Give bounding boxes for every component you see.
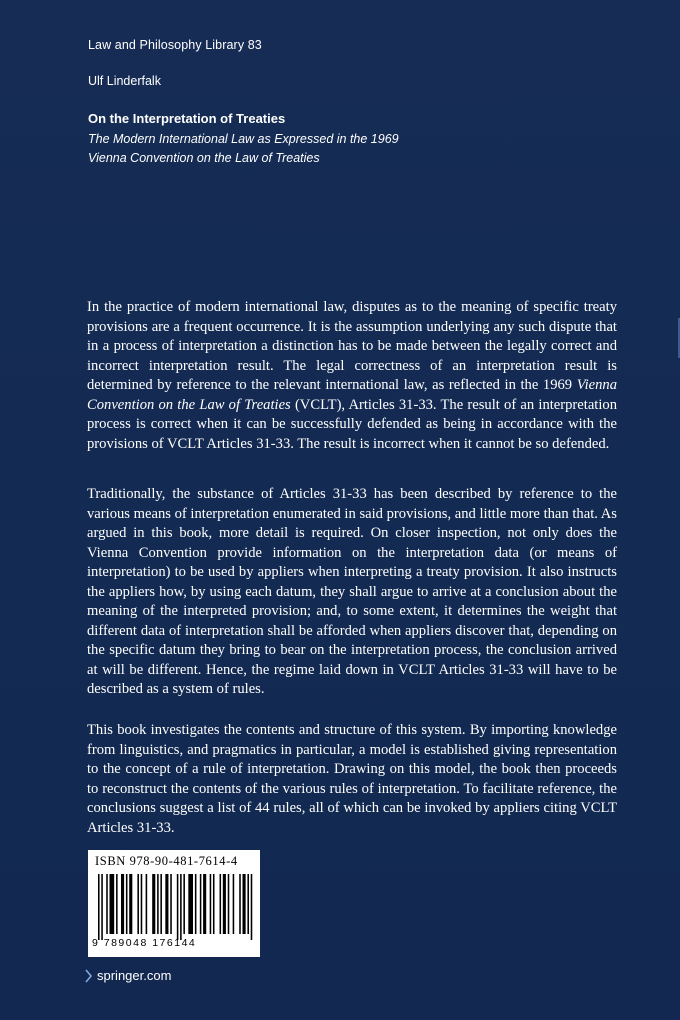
book-title: On the Interpretation of Treaties [88,111,286,126]
blurb-p1-italic: Vienna Convention on the Law of Treaties [87,377,617,413]
barcode-box [88,850,260,957]
blurb-paragraph-2: Traditionally, the substance of Articles 31-33 has been described by reference to the various means of interpretation enumerated in said provisions, and little more than that. As argued in this book, more detail is required. On closer inspection, not only does the Vienna Convention provide information on the interpretation data (or means of interpretation) to be used by appliers when interpreting a treaty provision. It also instructs the appliers how, by using each datum, they shall argue to arrive at a conclusion about the meaning of the interpreted provision; and, to some extent, it determines the weight that different data of interpretation shall be afforded when appliers discover that, depending on the specific datum they bring to bear on the interpretation process, the conclusion arrived at will be different. Hence, the regime laid down in VCLT Articles 31-33 will have to be described as a system of rules. [87,486,617,697]
barcode-digits: 9 789048 176144 [92,937,197,949]
chevron-right-icon [84,969,93,983]
blurb-p1-end: (VCLT), Articles 31-33. The result of an interpretation process is correct when it can be successfully defended as being in accordance with the provisions of VCLT Articles 31-33. The result is incorrect when it cannot be so defended. [87,396,618,452]
series-name: Law and Philosophy Library 83 [88,38,262,52]
publisher-url[interactable]: springer.com [97,968,172,983]
author-name: Ulf Linderfalk [88,74,161,88]
subtitle-line-2: Vienna Convention on the Law of Treaties [88,151,320,165]
book-subtitle [88,130,408,168]
subtitle-line-1: The Modern International Law as Expressed in the 1969 [88,132,399,146]
blurb-paragraph-3: This book investigates the contents and structure of this system. By importing knowledge from linguistics, and pragmatics in particular, a model is established giving representation to the concept of a rule of interpretation. Drawing on this model, the book then proceeds to reconstruct the contents of the various rules of interpretation. To facilitate reference, the conclusions suggest a list of 44 rules, all of which can be invoked by appliers citing VCLT Articles 31-33. [87,722,617,836]
publisher-link[interactable] [84,968,171,983]
blurb-paragraph-1 [87,298,617,454]
blurb-p1-start: In the practice of modern international law, disputes as to the meaning of specific treaty provisions are a frequent occurrence. It is the assumption underlying any such dispute that in a process of interpretation a distinction has to be made between the legally correct and incorrect interpretation result. The legal correctness of an interpretation result is determined by reference to the relevant international law, as reflected in the 1969 [87,299,617,393]
isbn-label: ISBN 978-90-481-7614-4 [95,854,238,868]
barcode-icon [98,874,254,940]
